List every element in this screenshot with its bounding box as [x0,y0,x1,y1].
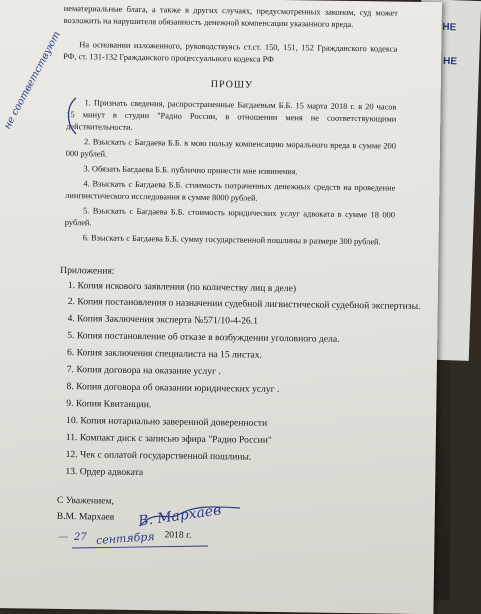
attachment-item: 11. Компакт диск с записью эфира "Радио России" [65,432,272,446]
request-line: 3. Обязать Багдаева Б.Б. публично принести мне извинения. [83,164,298,177]
attachment-item: 12. Чек с оплатой государственной пошлины. [65,449,252,463]
date-underline [70,543,210,553]
handwritten-date-month: сентября [95,529,156,548]
signer-name: В.М. Мархаев [56,510,115,523]
attachment-item: 8. Копия договора об оказании юридических услуг . [66,381,280,396]
request-line: рублей. [64,218,92,228]
request-line: 4. Взыскать с Багдаева Б.Б. стоимость потраченных денежных средств на проведение [83,179,396,193]
attachment-item: 9. Копия Квитанции. [66,398,152,411]
intro-line: возложить на нарушителя обязанность денежной компенсации указанного вреда. [63,15,354,30]
basis-line: РФ, ст. 131-132 Гражданского процессуального кодекса РФ [63,51,274,64]
attachment-item: 7. Копия договора на оказание услуг . [66,364,221,378]
request-line: 5. Взыскать с Багдаева Б.Б. стоимость юридических услуг адвоката в сумме 18 000 [82,206,396,220]
background-sheet-text: НЕ [442,55,458,68]
heading-prošu: ПРОШУ [210,79,254,91]
request-line: 000 рублей. [65,149,108,159]
attachment-item: 1. Копия искового заявления (по количеству лиц в деле) [67,280,297,295]
date-day-blank: __ [58,527,69,540]
intro-line: нематериальные блага, а также в других случаях, предусмотренных законом, суд может [63,3,398,18]
request-line: действительности. [66,122,133,132]
attachments-title: Приложения: [60,264,115,277]
closing-line: С Уважением, [56,494,114,507]
handwritten-date-day: 27 [74,532,87,543]
request-line: 1. Признать сведения, распространенные Багдаевым Б.Б. 15 марта 2018 г. в 20 часов [84,98,397,112]
attachment-item: 5. Копия постановление об отказе в возбуждении уголовного дела. [67,330,340,345]
attachment-item: 2. Копия постановления о назначении судебной лигвистической судебной экспертизы. [67,296,421,312]
attachment-item: 13. Ордер адвоката [65,466,144,479]
attachment-item: 6. Копия заключения специалиста на 15 листах. [66,347,263,361]
margin-bracket-mark [62,96,80,136]
attachment-item: 4. Копия Заключения эксперта №571/10-4-26.1 [67,313,259,327]
handwritten-signature: В. Мархаев [137,502,223,530]
signature-flourish [136,502,246,532]
request-line: 2. Взыскать с Багдаева Б.Б. в мою пользу компенсацию морального вреда в сумме 200 [83,137,397,151]
background-sheet-text: НЕ [442,21,457,34]
request-line: 6. Взыскать с Багдаева Б.Б. сумму государственной пошлины в размере 300 рублей. [82,233,381,247]
request-line: лингвистического исследования в сумме 8000 рублей. [65,191,258,203]
basis-line: На основании изложенного, руководствуясь ст.ст. 150, 151, 152 Гражданского кодекса [79,40,398,54]
margin-handwritten-note: не соответствуют [2,29,63,132]
request-line: 15 минут в студии "Радио России, в отношении меня не соответствующими [66,110,397,124]
date-year: 2018 г. [164,529,192,541]
attachment-item: 10. Копия нотариально заверенной доверенности [66,415,268,429]
